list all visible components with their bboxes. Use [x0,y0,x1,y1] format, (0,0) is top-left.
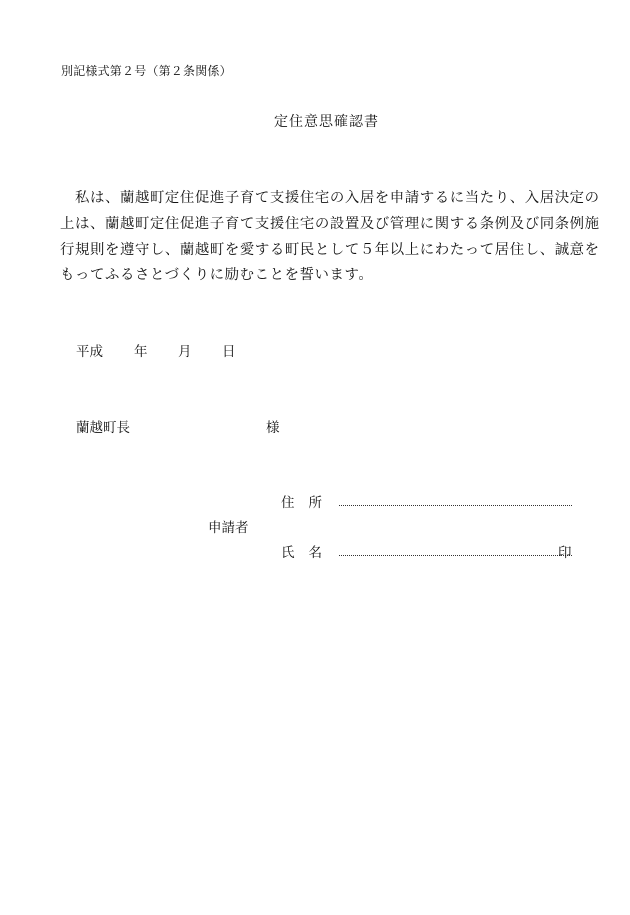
date-year-label: 年 [134,344,148,360]
oath-line-1: 私は、蘭越町定住促進子育て支援住宅の入居を申請するに当たり、入居決定の [60,190,600,206]
date-day-label: 日 [222,344,236,360]
oath-line-2: 上は、蘭越町定住促進子育て支援住宅の設置及び管理に関する条例及び同条例施 [60,216,600,232]
form-label: 別記様式第２号（第２条関係） [61,64,232,78]
applicant-label: 申請者 [208,520,249,536]
name-field [339,555,572,556]
date-month-label: 月 [178,344,192,360]
oath-line-3: 行規則を遵守し、蘭越町を愛する町民として５年以上にわたって居住し、誠意を [60,242,600,258]
oath-line-4: もってふるさとづくりに励むことを誓います。 [60,267,374,283]
addressee-name: 蘭越町長 [76,420,130,436]
address-label: 住所 [281,495,336,511]
date-era: 平成 [76,344,103,360]
document-title: 定住意思確認書 [274,114,379,130]
address-field [339,505,572,506]
seal-mark: 印 [558,545,572,561]
name-label: 氏名 [281,545,336,561]
addressee-honorific: 様 [266,420,280,436]
